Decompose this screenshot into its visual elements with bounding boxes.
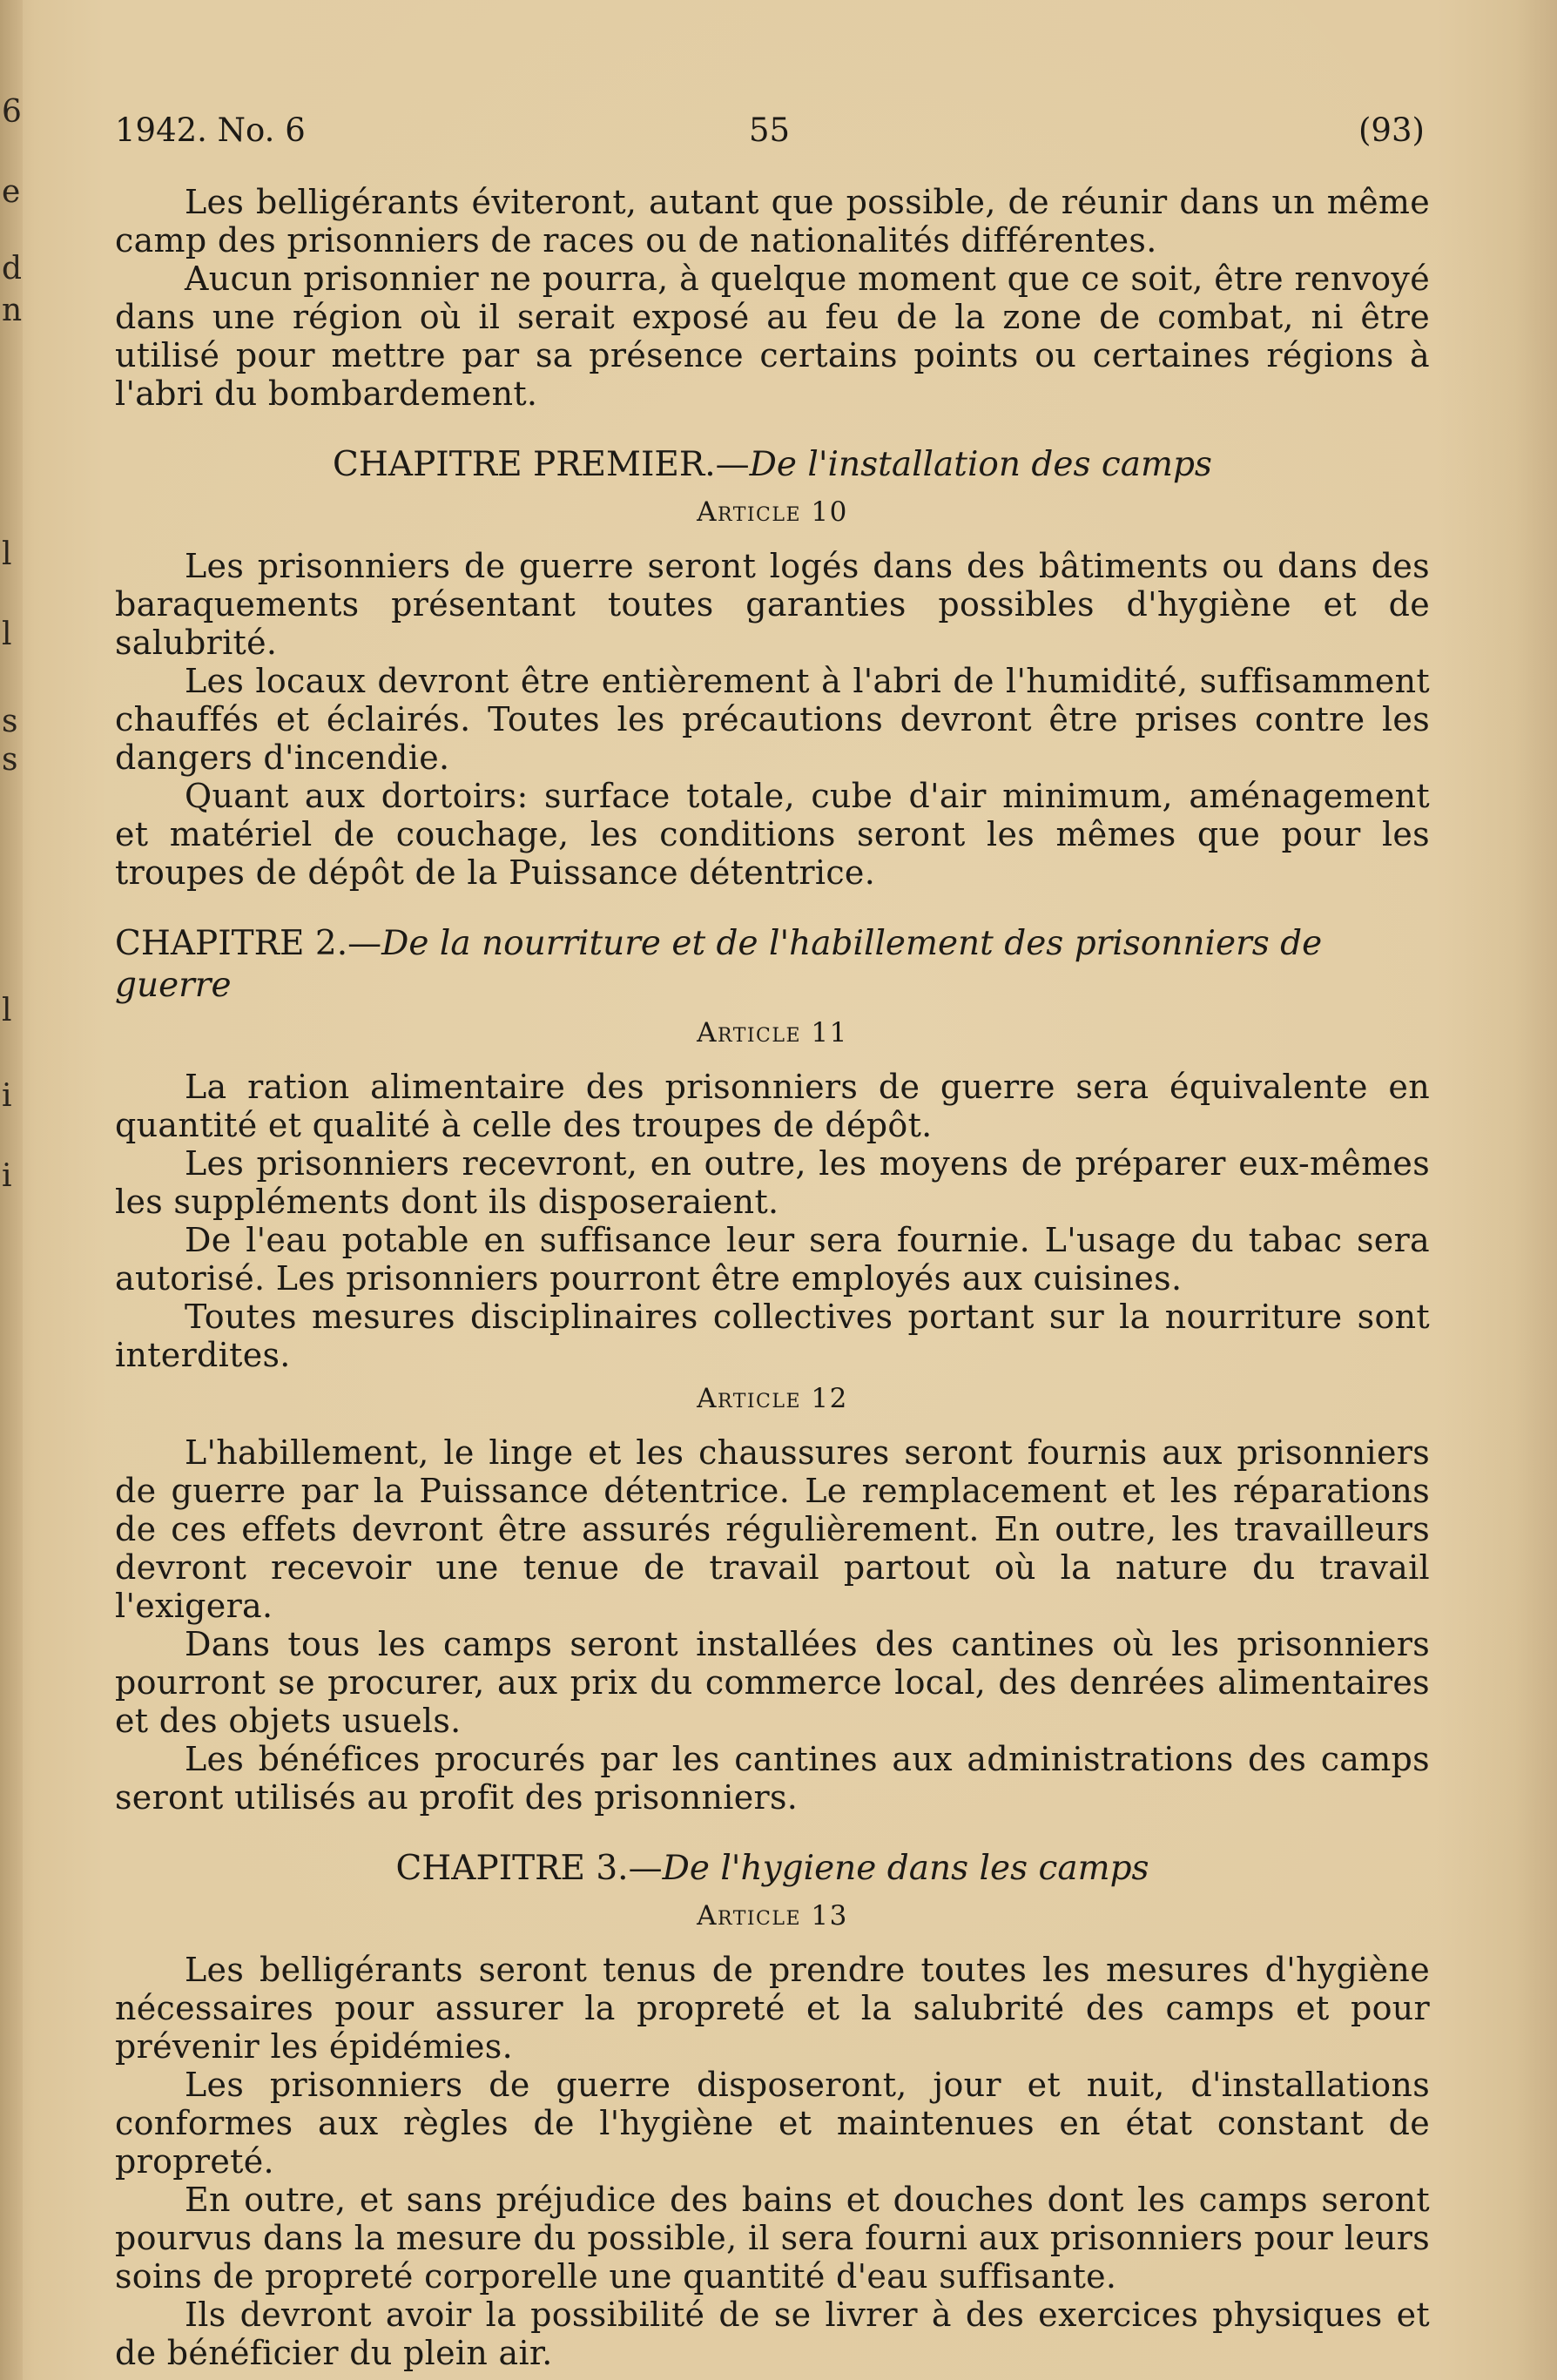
chapter-heading	[115, 444, 1430, 486]
margin-fragment: l	[2, 993, 12, 1028]
article-paragraph: Ils devront avoir la possibilité de se livrer à des exercices physiques et de bénéficier du plein air.	[115, 2296, 1430, 2372]
alternate-page-number: (93)	[1358, 111, 1425, 149]
article-heading: Article 11	[697, 1017, 848, 1048]
article-paragraph: Toutes mesures disciplinaires collectives portant sur la nourriture sont interdites.	[115, 1298, 1430, 1374]
article-paragraph: Les prisonniers de guerre disposeront, jour et nuit, d'installations conformes aux règles de l'hygiène et maintenues en état constant de propreté.	[115, 2066, 1430, 2181]
margin-fragment: l	[2, 536, 12, 572]
margin-fragment: i	[2, 1158, 12, 1194]
article-paragraph: Quant aux dortoirs: surface totale, cube d'air minimum, aménagement et matériel de couchage, les conditions seront les mêmes que pour les troupes de dépôt de la Puissance détentrice.	[115, 777, 1430, 892]
article-paragraph: L'habillement, le linge et les chaussures seront fournis aux prisonniers de guerre par la Puissance détentrice. Le remplacement et les réparations de ces effets devront être assurés régulièrement. En outre, les travailleurs devront recevoir une tenue de travail partout où la nature du travail l'exigera.	[115, 1433, 1430, 1625]
article-paragraph: Les bénéfices procurés par les cantines aux administrations des camps seront utilisés au profit des prisonniers.	[115, 1740, 1430, 1817]
chapter-title: De la nourriture et de l'habillement des prisonniers de guerre	[115, 924, 1323, 1005]
chapter-heading	[115, 923, 1430, 1007]
article-paragraph: Les prisonniers de guerre seront logés dans des bâtiments ou dans des baraquements présentant toutes garanties possibles d'hygiène et de salubrité.	[115, 547, 1430, 662]
margin-fragment: l	[2, 617, 12, 652]
intro-paragraph: Aucun prisonnier ne pourra, à quelque moment que ce soit, être renvoyé dans une région où il serait exposé au feu de la zone de combat, ni être utilisé pour mettre par sa présence certains points ou certaines régions à l'abri du bombardement.	[115, 260, 1430, 413]
article-paragraph: Les belligérants seront tenus de prendre toutes les mesures d'hygiène nécessaires pour assurer la propreté et la salubrité des camps et pour prévenir les épidémies.	[115, 1951, 1430, 2066]
chapter-heading	[115, 1848, 1430, 1890]
chapter-label: CHAPITRE 3.—	[395, 1849, 663, 1888]
margin-fragment: e	[2, 174, 21, 210]
intro-paragraph: Les belligérants éviteront, autant que possible, de réunir dans un même camp des prisonniers de races ou de nationalités différentes.	[115, 183, 1430, 260]
chapter-title: De l'hygiene dans les camps	[662, 1849, 1149, 1888]
margin-fragment: i	[2, 1078, 12, 1114]
article-paragraph: De l'eau potable en suffisance leur sera fournie. L'usage du tabac sera autorisé. Les prisonniers pourront être employés aux cuisines.	[115, 1221, 1430, 1298]
running-head	[0, 111, 1557, 160]
article-heading: Article 10	[697, 496, 848, 528]
margin-fragment: n	[2, 293, 23, 328]
article-paragraph: Dans tous les camps seront installées des cantines où les prisonniers pourront se procurer, aux prix du commerce local, des denrées alimentaires et des objets usuels.	[115, 1625, 1430, 1740]
chapter-title: De l'installation des camps	[749, 445, 1212, 484]
page-number: 55	[749, 111, 791, 149]
article-heading: Article 13	[697, 1900, 848, 1932]
chapter-label: CHAPITRE PREMIER.—	[333, 445, 750, 484]
article-paragraph: Les locaux devront être entièrement à l'abri de l'humidité, suffisamment chauffés et éclairés. Toutes les précautions devront être prises contre les dangers d'incendie.	[115, 662, 1430, 777]
margin-fragment: 6	[2, 94, 22, 130]
margin-fragment: s	[2, 742, 18, 778]
article-paragraph: Les prisonniers recevront, en outre, les moyens de préparer eux-mêmes les suppléments dont ils disposeraient.	[115, 1144, 1430, 1221]
margin-fragment: s	[2, 704, 18, 739]
article-paragraph: La ration alimentaire des prisonniers de guerre sera équivalente en quantité et qualité à celle des troupes de dépôt.	[115, 1068, 1430, 1144]
chapter-label: CHAPITRE 2.—	[115, 924, 382, 963]
running-head-year-number: 1942. No. 6	[115, 111, 306, 149]
article-paragraph: En outre, et sans préjudice des bains et douches dont les camps seront pourvus dans la mesure du possible, il sera fourni aux prisonniers pour leurs soins de propreté corporelle une quantité d'eau suffisante.	[115, 2181, 1430, 2296]
article-heading: Article 12	[697, 1383, 848, 1414]
page-body	[115, 183, 1430, 2372]
margin-fragment: d	[2, 251, 23, 287]
